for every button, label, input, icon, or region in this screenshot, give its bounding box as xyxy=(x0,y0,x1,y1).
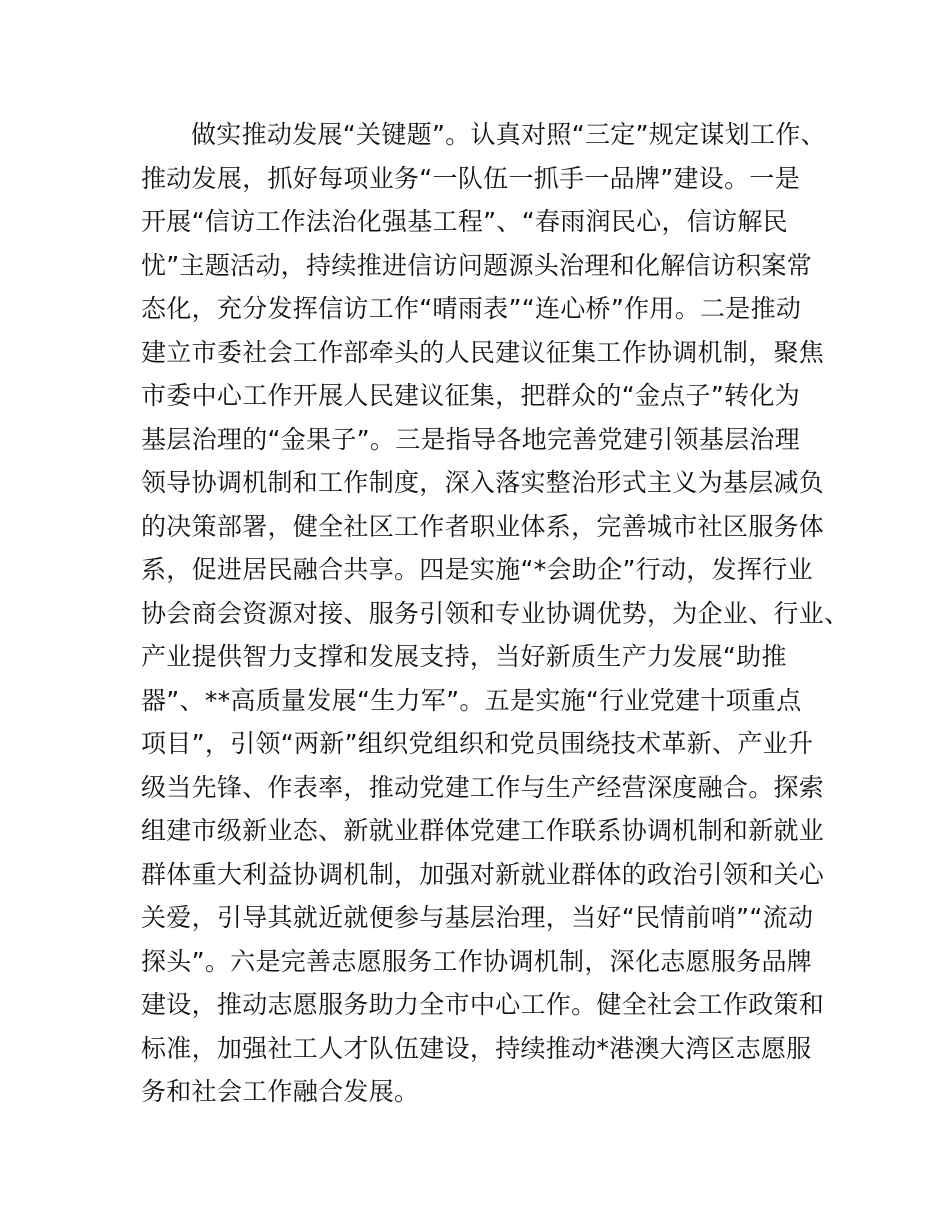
paragraph-line: 基层治理的“金果子”。三是指导各地完善党建引领基层治理 xyxy=(141,424,801,454)
paragraph-line: 项目”，引领“两新”组织党组织和党员围绕技术革新、产业升 xyxy=(141,729,814,758)
paragraph-line: 探头”。六是完善志愿服务工作协调机制，深化志愿服务品牌 xyxy=(141,946,813,976)
paragraph-line: 忧”主题活动，持续推进信访问题源头治理和化解信访积案常 xyxy=(141,250,813,280)
paragraph-line: 器”、**高质量发展“生力军”。五是实施“行业党建十项重点 xyxy=(141,685,802,715)
paragraph-line: 开展“信访工作法治化强基工程”、“春雨润民心，信访解民 xyxy=(141,207,788,236)
paragraph-line: 的决策部署，健全社区工作者职业体系，完善城市社区服务体 xyxy=(141,511,825,541)
paragraph-line: 推动发展，抓好每项业务“一队伍一抓手一品牌”建设。一是 xyxy=(141,163,801,193)
paragraph-line: 建立市委社会工作部牵头的人民建议征集工作协调机制，聚焦 xyxy=(141,337,825,367)
paragraph-line: 做实推动发展“关键题”。认真对照“三定”规定谋划工作、 xyxy=(191,120,826,149)
paragraph-line: 务和社会工作融合发展。 xyxy=(141,1077,420,1106)
paragraph-line: 协会商会资源对接、服务引领和专业协调优势，为企业、行业、 xyxy=(141,598,850,628)
paragraph-line: 领导协调机制和工作制度，深入落实整治形式主义为基层减负 xyxy=(141,468,825,497)
paragraph-line: 产业提供智力支撑和发展支持，当好新质生产力发展“助推 xyxy=(141,642,787,671)
paragraph-line: 级当先锋、作表率，推动党建工作与生产经营深度融合。探索 xyxy=(141,772,825,802)
paragraph-line: 标准，加强社工人才队伍建设，持续推动*港澳大湾区志愿服 xyxy=(141,1033,812,1063)
paragraph-line: 态化，充分发挥信访工作“晴雨表”“连心桥”作用。二是推动 xyxy=(141,294,802,323)
paragraph-line: 市委中心工作开展人民建议征集，把群众的“金点子”转化为 xyxy=(141,381,801,410)
paragraph-line: 组建市级新业态、新就业群体党建工作联系协调机制和新就业 xyxy=(141,816,825,845)
paragraph-line: 系，促进居民融合共享。四是实施“*会助企”行动，发挥行业 xyxy=(141,555,813,584)
body-paragraph xyxy=(141,113,850,1114)
paragraph-line: 群体重大利益协调机制，加强对新就业群体的政治引领和关心 xyxy=(141,859,825,889)
paragraph-line: 关爱，引导其就近就便参与基层治理，当好“民情前哨”“流动 xyxy=(141,903,814,932)
paragraph-line: 建设，推动志愿服务助力全市中心工作。健全社会工作政策和 xyxy=(141,990,825,1019)
